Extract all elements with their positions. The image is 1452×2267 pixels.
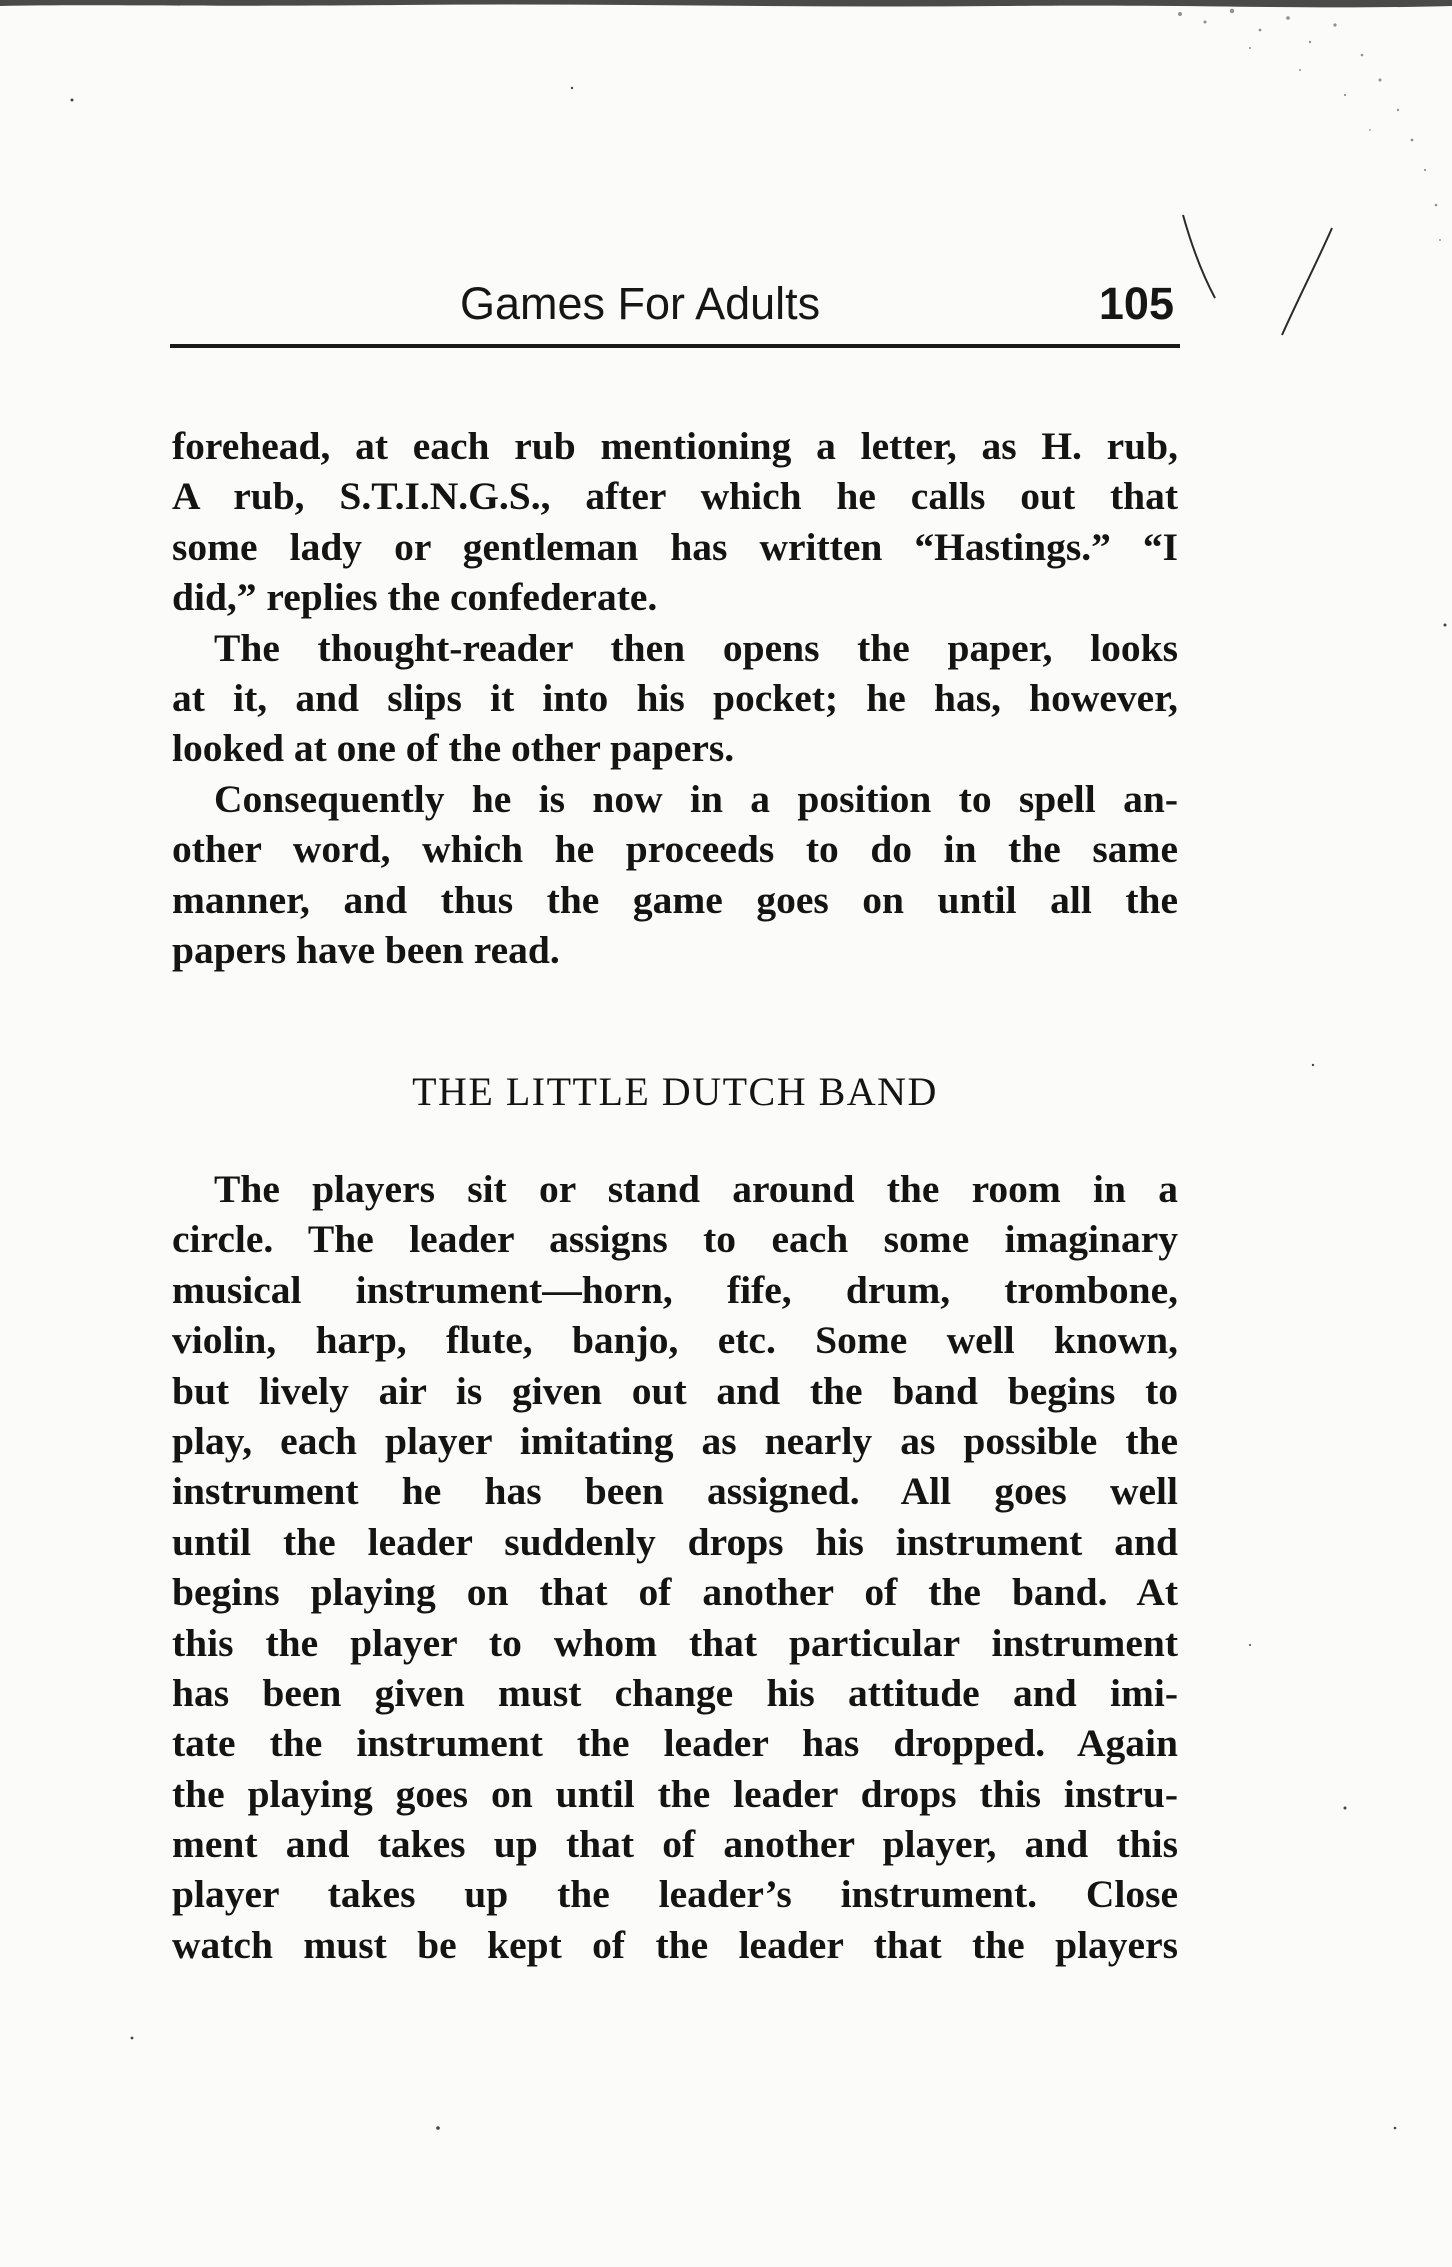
text-line: violin, harp, flute, banjo, etc. Some well known, [172, 1318, 1178, 1363]
text-line: other word, which he proceeds to do in the same [172, 827, 1178, 872]
text-line: has been given must change his attitude and imi- [172, 1670, 1178, 1715]
text-line: but lively air is given out and the band begins to [172, 1368, 1178, 1413]
text-line: until the leader suddenly drops his instrument and [172, 1519, 1178, 1564]
running-header [170, 272, 1180, 348]
text-line: play, each player imitating as nearly as possible the [172, 1418, 1178, 1463]
pencil-mark-right [1282, 228, 1332, 335]
text-line: some lady or gentleman has written “Hastings.” “I [172, 524, 1178, 569]
text-line: the playing goes on until the leader drops this instru- [172, 1771, 1178, 1816]
text-line: tate the instrument the leader has dropped. Again [172, 1721, 1178, 1766]
text-line: circle. The leader assigns to each some imaginary [172, 1217, 1178, 1262]
text-line: A rub, S.T.I.N.G.S., after which he calls out that [172, 474, 1178, 519]
text-line: manner, and thus the game goes on until all the [172, 877, 1178, 922]
section-heading: THE LITTLE DUTCH BAND [412, 1069, 938, 1114]
text-line: watch must be kept of the leader that the players [172, 1922, 1178, 1967]
text-line: The players sit or stand around the room in a [214, 1167, 1178, 1211]
text-line: at it, and slips it into his pocket; he has, however, [172, 675, 1178, 720]
running-title: Games For Adults [460, 278, 821, 329]
text-line: instrument he has been assigned. All goes well [172, 1469, 1178, 1514]
text-line: this the player to whom that particular instrument [172, 1620, 1178, 1665]
text-line: did,” replies the confederate. [172, 575, 658, 620]
text-line: papers have been read. [172, 927, 560, 972]
top-edge-shadow [0, 0, 1452, 7]
page-number: 105 [1098, 278, 1174, 329]
text-line: ment and takes up that of another player, and this [172, 1822, 1178, 1867]
text-line: player takes up the leader’s instrument. Close [172, 1872, 1178, 1917]
text-line: forehead, at each rub mentioning a letter, as H. rub, [172, 424, 1178, 468]
corner-speckles [1178, 9, 1441, 241]
continued-paragraphs [172, 421, 1178, 975]
text-line: Consequently he is now in a position to spell an- [214, 776, 1178, 821]
text-line: begins playing on that of another of the band. At [172, 1570, 1178, 1615]
text-line: looked at one of the other papers. [172, 726, 735, 771]
text-line: musical instrument—horn, fife, drum, trombone, [172, 1267, 1178, 1312]
text-line: The thought-reader then opens the paper, looks [214, 625, 1178, 670]
section-paragraph [172, 1164, 1178, 1970]
pencil-mark-left [1183, 215, 1215, 298]
